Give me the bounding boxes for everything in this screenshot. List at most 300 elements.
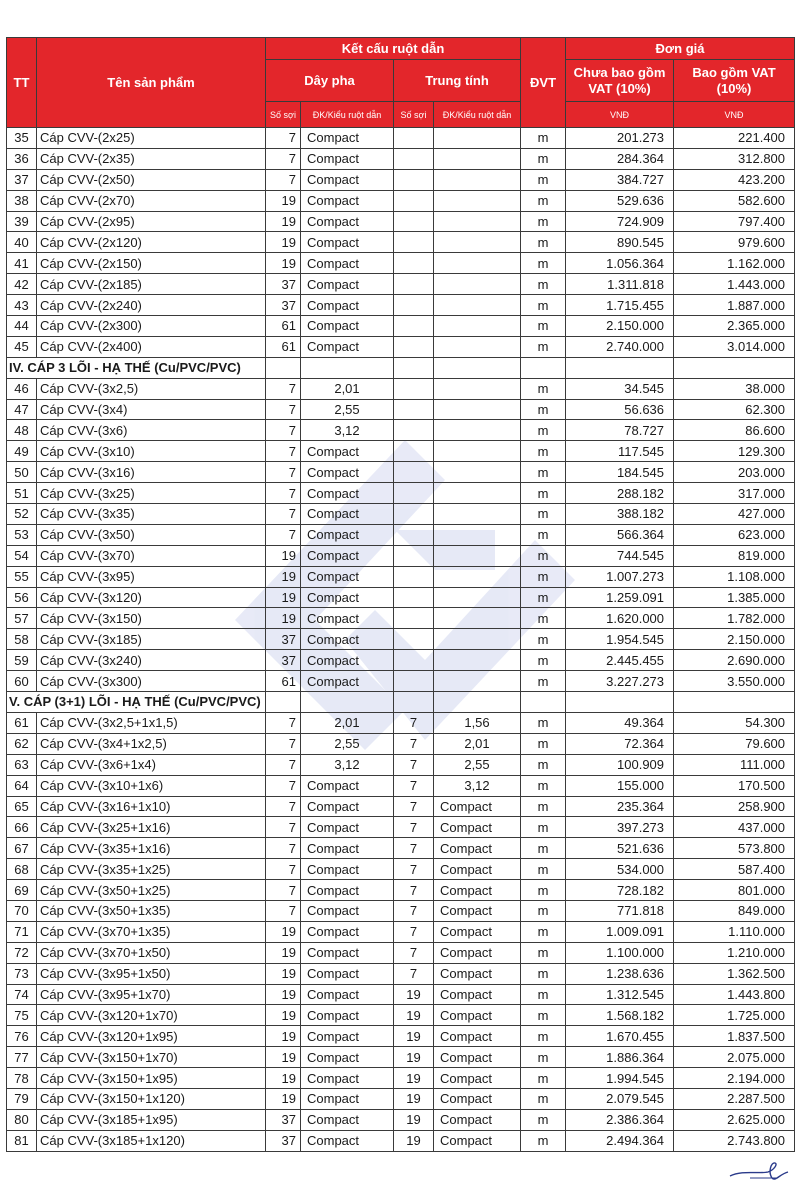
price-excl-vat: 529.636 — [566, 190, 674, 211]
phase-strands: 19 — [266, 608, 301, 629]
neutral-dk-type: Compact — [434, 921, 521, 942]
price-incl-vat: 582.600 — [674, 190, 795, 211]
header-price-excl-vat: Chưa bao gồm VAT (10%) — [566, 60, 674, 102]
empty-cell — [266, 357, 301, 378]
phase-dk-type: Compact — [301, 921, 394, 942]
price-excl-vat: 2.386.364 — [566, 1109, 674, 1130]
product-name: Cáp CVV-(2x35) — [37, 148, 266, 169]
table-row — [7, 441, 795, 462]
header-currency-excl: VNĐ — [566, 102, 674, 128]
price-incl-vat: 221.400 — [674, 128, 795, 149]
product-name: Cáp CVV-(2x400) — [37, 336, 266, 357]
phase-dk-type: Compact — [301, 838, 394, 859]
neutral-strands: 19 — [394, 1047, 434, 1068]
unit: m — [521, 1047, 566, 1068]
neutral-strands: 7 — [394, 733, 434, 754]
neutral-strands — [394, 671, 434, 692]
table-body — [7, 128, 795, 1152]
phase-dk-type: Compact — [301, 190, 394, 211]
row-index: 66 — [7, 817, 37, 838]
phase-dk-type: Compact — [301, 1130, 394, 1151]
table-row — [7, 1109, 795, 1130]
table-row — [7, 629, 795, 650]
neutral-strands: 7 — [394, 880, 434, 901]
unit: m — [521, 671, 566, 692]
neutral-dk-type — [434, 420, 521, 441]
table-row — [7, 295, 795, 316]
price-excl-vat: 100.909 — [566, 754, 674, 775]
phase-strands: 7 — [266, 775, 301, 796]
header-currency-incl: VNĐ — [674, 102, 795, 128]
phase-strands: 19 — [266, 211, 301, 232]
product-name: Cáp CVV-(3x120) — [37, 587, 266, 608]
price-incl-vat: 587.400 — [674, 859, 795, 880]
phase-strands: 7 — [266, 420, 301, 441]
price-excl-vat: 1.100.000 — [566, 942, 674, 963]
empty-cell — [266, 692, 301, 713]
row-index: 53 — [7, 524, 37, 545]
neutral-dk-type: Compact — [434, 984, 521, 1005]
phase-strands: 19 — [266, 942, 301, 963]
price-incl-vat: 1.362.500 — [674, 963, 795, 984]
unit: m — [521, 921, 566, 942]
neutral-dk-type: Compact — [434, 1068, 521, 1089]
neutral-strands: 7 — [394, 817, 434, 838]
phase-dk-type: Compact — [301, 524, 394, 545]
price-excl-vat: 384.727 — [566, 169, 674, 190]
row-index: 47 — [7, 399, 37, 420]
product-name: Cáp CVV-(2x95) — [37, 211, 266, 232]
table-row — [7, 733, 795, 754]
price-excl-vat: 56.636 — [566, 399, 674, 420]
neutral-dk-type: Compact — [434, 838, 521, 859]
row-index: 73 — [7, 963, 37, 984]
price-excl-vat: 2.740.000 — [566, 336, 674, 357]
product-name: Cáp CVV-(2x70) — [37, 190, 266, 211]
price-incl-vat: 2.150.000 — [674, 629, 795, 650]
price-incl-vat: 573.800 — [674, 838, 795, 859]
table-row — [7, 169, 795, 190]
phase-dk-type: Compact — [301, 1026, 394, 1047]
phase-strands: 7 — [266, 441, 301, 462]
price-incl-vat: 129.300 — [674, 441, 795, 462]
row-index: 63 — [7, 754, 37, 775]
price-excl-vat: 397.273 — [566, 817, 674, 838]
row-index: 67 — [7, 838, 37, 859]
product-name: Cáp CVV-(2x50) — [37, 169, 266, 190]
table-row — [7, 524, 795, 545]
phase-dk-type: Compact — [301, 253, 394, 274]
row-index: 81 — [7, 1130, 37, 1151]
unit: m — [521, 545, 566, 566]
row-index: 36 — [7, 148, 37, 169]
table-row — [7, 775, 795, 796]
price-incl-vat: 2.194.000 — [674, 1068, 795, 1089]
product-name: Cáp CVV-(3x6+1x4) — [37, 754, 266, 775]
table-row — [7, 712, 795, 733]
price-incl-vat: 423.200 — [674, 169, 795, 190]
unit: m — [521, 274, 566, 295]
phase-strands: 19 — [266, 1026, 301, 1047]
table-row — [7, 336, 795, 357]
neutral-strands — [394, 295, 434, 316]
neutral-strands: 7 — [394, 796, 434, 817]
phase-dk-type: Compact — [301, 963, 394, 984]
phase-strands: 7 — [266, 754, 301, 775]
empty-cell — [674, 692, 795, 713]
product-name: Cáp CVV-(3x2,5+1x1,5) — [37, 712, 266, 733]
price-incl-vat: 1.837.500 — [674, 1026, 795, 1047]
neutral-dk-type — [434, 587, 521, 608]
phase-dk-type: Compact — [301, 169, 394, 190]
phase-dk-type: Compact — [301, 545, 394, 566]
price-excl-vat: 1.311.818 — [566, 274, 674, 295]
price-excl-vat: 201.273 — [566, 128, 674, 149]
neutral-dk-type — [434, 190, 521, 211]
table-row — [7, 190, 795, 211]
empty-cell — [301, 692, 394, 713]
phase-strands: 7 — [266, 712, 301, 733]
neutral-dk-type — [434, 671, 521, 692]
phase-dk-type: Compact — [301, 232, 394, 253]
neutral-strands: 7 — [394, 859, 434, 880]
product-name: Cáp CVV-(3x70+1x50) — [37, 942, 266, 963]
empty-cell — [566, 357, 674, 378]
phase-strands: 37 — [266, 274, 301, 295]
price-incl-vat: 2.625.000 — [674, 1109, 795, 1130]
table-row — [7, 1026, 795, 1047]
price-incl-vat: 623.000 — [674, 524, 795, 545]
neutral-strands — [394, 336, 434, 357]
unit: m — [521, 754, 566, 775]
price-excl-vat: 288.182 — [566, 483, 674, 504]
neutral-dk-type: 2,55 — [434, 754, 521, 775]
row-index: 49 — [7, 441, 37, 462]
unit: m — [521, 817, 566, 838]
product-name: Cáp CVV-(3x6) — [37, 420, 266, 441]
product-name: Cáp CVV-(3x16+1x10) — [37, 796, 266, 817]
header-unit: ĐVT — [521, 38, 566, 128]
neutral-dk-type: Compact — [434, 1130, 521, 1151]
phase-strands: 7 — [266, 900, 301, 921]
price-incl-vat: 849.000 — [674, 900, 795, 921]
price-incl-vat: 437.000 — [674, 817, 795, 838]
phase-dk-type: Compact — [301, 1005, 394, 1026]
product-name: Cáp CVV-(3x35+1x25) — [37, 859, 266, 880]
row-index: 41 — [7, 253, 37, 274]
price-excl-vat: 34.545 — [566, 378, 674, 399]
price-incl-vat: 170.500 — [674, 775, 795, 796]
unit: m — [521, 796, 566, 817]
row-index: 74 — [7, 984, 37, 1005]
table-row — [7, 483, 795, 504]
phase-strands: 7 — [266, 378, 301, 399]
row-index: 64 — [7, 775, 37, 796]
unit: m — [521, 524, 566, 545]
neutral-dk-type — [434, 629, 521, 650]
product-name: Cáp CVV-(3x95) — [37, 566, 266, 587]
phase-dk-type: 2,55 — [301, 733, 394, 754]
product-name: Cáp CVV-(2x185) — [37, 274, 266, 295]
neutral-strands: 7 — [394, 754, 434, 775]
table-row — [7, 942, 795, 963]
unit: m — [521, 859, 566, 880]
row-index: 80 — [7, 1109, 37, 1130]
product-name: Cáp CVV-(2x300) — [37, 316, 266, 337]
row-index: 40 — [7, 232, 37, 253]
empty-cell — [434, 357, 521, 378]
product-name: Cáp CVV-(3x10+1x6) — [37, 775, 266, 796]
table-row — [7, 566, 795, 587]
price-incl-vat: 111.000 — [674, 754, 795, 775]
price-incl-vat: 1.887.000 — [674, 295, 795, 316]
row-index: 45 — [7, 336, 37, 357]
phase-dk-type: Compact — [301, 984, 394, 1005]
row-index: 60 — [7, 671, 37, 692]
price-excl-vat: 1.009.091 — [566, 921, 674, 942]
phase-dk-type: Compact — [301, 566, 394, 587]
neutral-dk-type — [434, 211, 521, 232]
neutral-strands: 19 — [394, 1088, 434, 1109]
table-row — [7, 232, 795, 253]
neutral-strands — [394, 253, 434, 274]
phase-strands: 7 — [266, 524, 301, 545]
table-row — [7, 420, 795, 441]
phase-dk-type: Compact — [301, 671, 394, 692]
price-excl-vat: 1.886.364 — [566, 1047, 674, 1068]
price-excl-vat: 49.364 — [566, 712, 674, 733]
phase-dk-type: Compact — [301, 504, 394, 525]
neutral-dk-type: Compact — [434, 1005, 521, 1026]
product-name: Cáp CVV-(3x120+1x95) — [37, 1026, 266, 1047]
phase-strands: 7 — [266, 148, 301, 169]
phase-dk-type: Compact — [301, 483, 394, 504]
neutral-strands — [394, 462, 434, 483]
empty-cell — [434, 692, 521, 713]
row-index: 71 — [7, 921, 37, 942]
phase-dk-type: Compact — [301, 942, 394, 963]
row-index: 54 — [7, 545, 37, 566]
phase-dk-type: Compact — [301, 441, 394, 462]
phase-dk-type: Compact — [301, 880, 394, 901]
price-excl-vat: 566.364 — [566, 524, 674, 545]
empty-cell — [566, 692, 674, 713]
phase-dk-type: Compact — [301, 1068, 394, 1089]
neutral-dk-type: 1,56 — [434, 712, 521, 733]
phase-strands: 7 — [266, 169, 301, 190]
price-incl-vat: 2.287.500 — [674, 1088, 795, 1109]
table-row — [7, 1130, 795, 1151]
header-phase-wire: Dây pha — [266, 60, 394, 102]
row-index: 59 — [7, 650, 37, 671]
header-tt: TT — [7, 38, 37, 128]
phase-strands: 19 — [266, 1047, 301, 1068]
neutral-strands: 7 — [394, 963, 434, 984]
unit: m — [521, 1068, 566, 1089]
unit: m — [521, 504, 566, 525]
unit: m — [521, 1026, 566, 1047]
unit: m — [521, 650, 566, 671]
phase-dk-type: Compact — [301, 1047, 394, 1068]
neutral-dk-type: Compact — [434, 900, 521, 921]
row-index: 75 — [7, 1005, 37, 1026]
price-excl-vat: 235.364 — [566, 796, 674, 817]
price-incl-vat: 801.000 — [674, 880, 795, 901]
neutral-strands — [394, 399, 434, 420]
unit: m — [521, 399, 566, 420]
neutral-strands — [394, 274, 434, 295]
product-name: Cáp CVV-(3x16) — [37, 462, 266, 483]
neutral-dk-type — [434, 483, 521, 504]
unit: m — [521, 378, 566, 399]
phase-strands: 37 — [266, 650, 301, 671]
product-name: Cáp CVV-(3x300) — [37, 671, 266, 692]
phase-dk-type: Compact — [301, 629, 394, 650]
unit: m — [521, 253, 566, 274]
phase-dk-type: Compact — [301, 775, 394, 796]
header-neutral: Trung tính — [394, 60, 521, 102]
price-excl-vat: 2.150.000 — [566, 316, 674, 337]
product-name: Cáp CVV-(3x150+1x70) — [37, 1047, 266, 1068]
neutral-strands — [394, 545, 434, 566]
price-excl-vat: 724.909 — [566, 211, 674, 232]
neutral-dk-type — [434, 650, 521, 671]
row-index: 44 — [7, 316, 37, 337]
product-name: Cáp CVV-(3x2,5) — [37, 378, 266, 399]
unit: m — [521, 169, 566, 190]
phase-strands: 19 — [266, 1088, 301, 1109]
price-excl-vat: 1.568.182 — [566, 1005, 674, 1026]
table-row — [7, 817, 795, 838]
phase-strands: 61 — [266, 316, 301, 337]
product-name: Cáp CVV-(3x50+1x25) — [37, 880, 266, 901]
phase-strands: 7 — [266, 399, 301, 420]
phase-dk-type: Compact — [301, 608, 394, 629]
phase-dk-type: 3,12 — [301, 420, 394, 441]
unit: m — [521, 629, 566, 650]
unit: m — [521, 838, 566, 859]
table-row — [7, 1088, 795, 1109]
row-index: 38 — [7, 190, 37, 211]
price-incl-vat: 1.725.000 — [674, 1005, 795, 1026]
row-index: 56 — [7, 587, 37, 608]
row-index: 42 — [7, 274, 37, 295]
phase-dk-type: Compact — [301, 1088, 394, 1109]
phase-strands: 7 — [266, 880, 301, 901]
phase-strands: 19 — [266, 232, 301, 253]
row-index: 62 — [7, 733, 37, 754]
neutral-dk-type — [434, 441, 521, 462]
phase-dk-type: Compact — [301, 274, 394, 295]
table-row — [7, 1005, 795, 1026]
section-title: V. CÁP (3+1) LÕI - HẠ THẾ (Cu/PVC/PVC) — [7, 692, 266, 713]
phase-dk-type: Compact — [301, 900, 394, 921]
neutral-strands — [394, 378, 434, 399]
neutral-strands: 7 — [394, 921, 434, 942]
price-incl-vat: 819.000 — [674, 545, 795, 566]
empty-cell — [674, 357, 795, 378]
product-name: Cáp CVV-(3x10) — [37, 441, 266, 462]
phase-strands: 19 — [266, 566, 301, 587]
table-row — [7, 796, 795, 817]
price-incl-vat: 3.550.000 — [674, 671, 795, 692]
header-price: Đơn giá — [566, 38, 795, 60]
neutral-strands: 19 — [394, 1109, 434, 1130]
product-name: Cáp CVV-(3x95+1x50) — [37, 963, 266, 984]
phase-dk-type: Compact — [301, 462, 394, 483]
product-name: Cáp CVV-(3x185) — [37, 629, 266, 650]
unit: m — [521, 420, 566, 441]
phase-strands: 7 — [266, 504, 301, 525]
signature-mark — [728, 1158, 792, 1186]
neutral-dk-type — [434, 169, 521, 190]
header-neutral-dk-type: ĐK/Kiểu ruột dẫn — [434, 102, 521, 128]
header-phase-dk-type: ĐK/Kiểu ruột dẫn — [301, 102, 394, 128]
price-excl-vat: 184.545 — [566, 462, 674, 483]
header-price-incl-vat: Bao gồm VAT (10%) — [674, 60, 795, 102]
unit: m — [521, 733, 566, 754]
price-incl-vat: 62.300 — [674, 399, 795, 420]
table-row — [7, 671, 795, 692]
unit: m — [521, 211, 566, 232]
neutral-dk-type — [434, 148, 521, 169]
row-index: 79 — [7, 1088, 37, 1109]
price-incl-vat: 427.000 — [674, 504, 795, 525]
price-excl-vat: 1.620.000 — [566, 608, 674, 629]
unit: m — [521, 963, 566, 984]
product-name: Cáp CVV-(3x185+1x95) — [37, 1109, 266, 1130]
product-name: Cáp CVV-(2x150) — [37, 253, 266, 274]
table-row — [7, 148, 795, 169]
table-row — [7, 462, 795, 483]
neutral-strands — [394, 190, 434, 211]
unit: m — [521, 148, 566, 169]
phase-dk-type: 3,12 — [301, 754, 394, 775]
neutral-strands: 7 — [394, 900, 434, 921]
neutral-dk-type: Compact — [434, 1047, 521, 1068]
row-index: 48 — [7, 420, 37, 441]
row-index: 68 — [7, 859, 37, 880]
phase-strands: 7 — [266, 796, 301, 817]
row-index: 51 — [7, 483, 37, 504]
unit: m — [521, 232, 566, 253]
phase-strands: 19 — [266, 984, 301, 1005]
table-row — [7, 504, 795, 525]
phase-strands: 19 — [266, 587, 301, 608]
price-excl-vat: 284.364 — [566, 148, 674, 169]
unit: m — [521, 128, 566, 149]
price-incl-vat: 797.400 — [674, 211, 795, 232]
neutral-dk-type — [434, 608, 521, 629]
price-excl-vat: 521.636 — [566, 838, 674, 859]
neutral-dk-type: Compact — [434, 1026, 521, 1047]
price-incl-vat: 86.600 — [674, 420, 795, 441]
neutral-strands — [394, 128, 434, 149]
row-index: 52 — [7, 504, 37, 525]
price-incl-vat: 1.443.800 — [674, 984, 795, 1005]
price-incl-vat: 2.743.800 — [674, 1130, 795, 1151]
neutral-strands: 7 — [394, 712, 434, 733]
phase-dk-type: Compact — [301, 316, 394, 337]
table-row — [7, 754, 795, 775]
price-excl-vat: 72.364 — [566, 733, 674, 754]
neutral-strands — [394, 232, 434, 253]
row-index: 69 — [7, 880, 37, 901]
row-index: 57 — [7, 608, 37, 629]
price-excl-vat: 155.000 — [566, 775, 674, 796]
phase-strands: 61 — [266, 336, 301, 357]
phase-dk-type: Compact — [301, 128, 394, 149]
